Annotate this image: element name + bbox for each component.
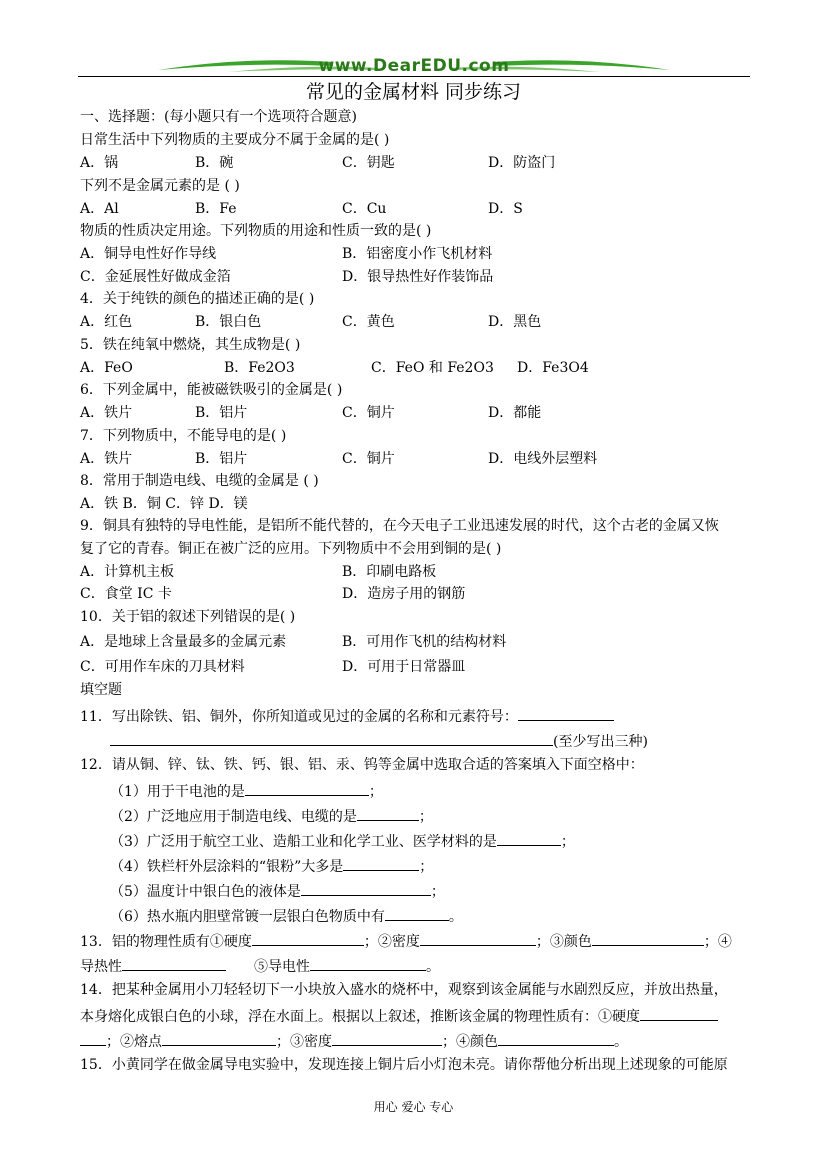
q12-item-1 — [110, 781, 383, 801]
section-fill: 填空题 — [80, 682, 122, 698]
q12-blank-3 — [497, 831, 561, 846]
q14-color: ；④颜色 — [442, 1034, 498, 1050]
q12-item-1-text: （1）用于干电池的是 — [110, 784, 245, 800]
q9-a: A．计算机主板 — [80, 564, 175, 580]
q9-d: D．造房子用的钢筋 — [342, 586, 466, 602]
q2-c: C．Cu — [342, 201, 387, 217]
q11-line2 — [110, 731, 648, 751]
q11-stem-text: 11．写出除铁、铝、铜外，你所知道或见过的金属的名称和元素符号： — [80, 709, 518, 725]
q7-d: D．电线外层塑料 — [488, 451, 598, 467]
q5-d: D．Fe3O4 — [517, 360, 589, 376]
q3-stem: 物质的性质决定用途。下列物质的用途和性质一致的是( ) — [80, 223, 432, 239]
q12-blank-4 — [343, 856, 419, 871]
q11-stem — [80, 706, 614, 726]
q3-a: A．铜导电性好作导线 — [80, 246, 217, 262]
q7-c: C．铜片 — [342, 451, 395, 467]
q13-item-4: ；④ — [703, 934, 732, 950]
q12-item-3 — [110, 831, 575, 851]
q12-item-3-text: （3）广泛用于航空工业、造船工业和化学工业、医学材料的是 — [110, 834, 497, 850]
q9-stem-line1: 9．铜具有独特的导电性能，是铝所不能代替的，在今天电子工业迅速发展的时代，这个古老的金属又恢 — [80, 518, 719, 534]
page-title: 常见的金属材料 同步练习 — [305, 81, 522, 103]
site-url: www.DearEDU.com — [318, 56, 510, 76]
q14-blank-3 — [332, 1031, 442, 1046]
q12-sep-5: ； — [430, 884, 445, 900]
q7-stem: 7．下列物质中，不能导电的是( ) — [80, 428, 287, 444]
page-header — [78, 52, 750, 82]
q12-item-6 — [110, 906, 463, 926]
q12-blank-1 — [245, 781, 369, 796]
q1-stem: 日常生活中下列物质的主要成分不属于金属的是( ) — [80, 132, 390, 148]
q14-line3 — [80, 1031, 628, 1051]
q12-item-5 — [110, 881, 445, 901]
q6-b: B．铝片 — [195, 405, 248, 421]
q13-line2 — [80, 956, 440, 976]
q12-item-4 — [110, 856, 433, 876]
q4-d: D．黑色 — [488, 314, 542, 330]
q13-thermal: 导热性 — [80, 959, 122, 975]
header-rule — [78, 76, 750, 77]
q12-item-5-text: （5）温度计中银白色的液体是 — [110, 884, 301, 900]
q2-stem: 下列不是金属元素的是 ( ) — [80, 178, 240, 194]
q1-a: A．锅 — [80, 155, 119, 171]
q14-blank-4 — [498, 1031, 614, 1046]
q14-line2-text: 本身熔化成银白色的小球，浮在水面上。根据以上叙述，推断该金属的物理性质有：①硬度 — [80, 1009, 640, 1025]
section-choice: 一、选择题：(每小题只有一个选项符合题意) — [80, 109, 357, 125]
q12-item-2 — [110, 806, 433, 826]
q2-b: B．Fe — [195, 201, 237, 217]
q14-density: ；③密度 — [276, 1034, 332, 1050]
q13-color: ；③颜色 — [535, 934, 592, 950]
q2-a: A．Al — [80, 201, 119, 217]
q7-a: A．铁片 — [80, 451, 133, 467]
q12-blank-5 — [301, 881, 431, 896]
q13-hardness: 13．铝的物理性质有①硬度 — [80, 934, 252, 950]
q7-b: B．铝片 — [195, 451, 248, 467]
q3-b: B．铝密度小作飞机材料 — [342, 246, 493, 262]
q5-stem: 5．铁在纯氧中燃烧，其生成物是( ) — [80, 337, 301, 353]
q6-stem: 6．下列金属中，能被磁铁吸引的金属是( ) — [80, 382, 343, 398]
q12-end: 。 — [448, 909, 463, 925]
page-footer: 用心 爱心 专心 — [373, 1100, 454, 1114]
q12-item-2-text: （2）广泛地应用于制造电线、电缆的是 — [110, 809, 357, 825]
q10-c: C．可用作车床的刀具材料 — [80, 659, 245, 675]
q9-b: B．印刷电路板 — [342, 564, 437, 580]
q4-a: A．红色 — [80, 314, 133, 330]
q12-stem: 12．请从铜、锌、钛、铁、钙、银、铝、汞、钨等金属中选取合适的答案填入下面空格中： — [80, 757, 644, 773]
q3-d: D．银导热性好作装饰品 — [342, 269, 494, 285]
q10-a: A．是地球上含量最多的金属元素 — [80, 634, 287, 650]
q1-c: C．钥匙 — [342, 155, 395, 171]
q11-blank-2 — [110, 731, 553, 746]
q14-blank-2 — [162, 1031, 276, 1046]
q14-line1: 14．把某种金属用小刀轻轻切下一小块放入盛水的烧杯中，观察到该金属能与水剧烈反应，并放出热量， — [80, 982, 728, 998]
q15-line1: 15．小黄同学在做金属导电实验中，发现连接上铜片后小灯泡未亮。请你帮他分析出现上述现象的可能原 — [80, 1057, 728, 1073]
q9-c: C．食堂 IC 卡 — [80, 586, 172, 602]
q14-line2 — [80, 1006, 718, 1026]
q6-a: A．铁片 — [80, 405, 133, 421]
q14-end: 。 — [614, 1034, 628, 1050]
q6-d: D．都能 — [488, 405, 542, 421]
q5-b: B．Fe2O3 — [224, 360, 295, 376]
q13-blank-4 — [122, 956, 226, 971]
q5-a: A．FeO — [80, 360, 133, 376]
q13-blank-2 — [420, 931, 536, 946]
q13-line1 — [80, 931, 732, 951]
q12-sep-3: ； — [560, 834, 575, 850]
q12-item-6-text: （6）热水瓶内胆壁常镀一层银白色物质中有 — [110, 909, 385, 925]
q13-blank-1 — [252, 931, 364, 946]
q13-end: 。 — [426, 959, 440, 975]
q4-b: B．银白色 — [195, 314, 262, 330]
q10-b: B．可用作飞机的结构材料 — [342, 634, 507, 650]
q4-stem: 4．关于纯铁的颜色的描述正确的是( ) — [80, 291, 315, 307]
q13-blank-5 — [310, 956, 426, 971]
q5-c: C．FeO 和 Fe2O3 — [371, 360, 494, 376]
q13-blank-3 — [592, 931, 704, 946]
q1-d: D．防盗门 — [488, 155, 556, 171]
q4-c: C．黄色 — [342, 314, 395, 330]
q12-sep-2: ； — [418, 809, 433, 825]
q8-options: A．铁 B．铜 C．锌 D．镁 — [80, 496, 248, 512]
q6-c: C．铜片 — [342, 405, 395, 421]
q11-note: (至少写出三种) — [553, 734, 648, 750]
q12-blank-2 — [357, 806, 419, 821]
q12-blank-6 — [385, 906, 449, 921]
q13-density: ；②密度 — [363, 934, 420, 950]
q12-sep-1: ； — [368, 784, 383, 800]
q3-c: C．金延展性好做成金箔 — [80, 269, 231, 285]
q9-stem-line2: 复了它的青春。铜正在被广泛的应用。下列物质中不会用到铜的是( ) — [80, 541, 502, 557]
q11-blank-1 — [518, 706, 614, 721]
q2-d: D．S — [488, 201, 523, 217]
q10-d: D．可用于日常器皿 — [342, 659, 466, 675]
q14-blank-1 — [640, 1006, 718, 1021]
q10-stem: 10．关于铝的叙述下列错误的是( ) — [80, 609, 296, 625]
q12-item-4-text: （4）铁栏杆外层涂料的“银粉”大多是 — [110, 859, 344, 875]
q14-blank-1b — [80, 1031, 106, 1046]
q13-electric: ⑤导电性 — [254, 959, 310, 975]
q8-stem: 8．常用于制造电线、电缆的金属是 ( ) — [80, 473, 319, 489]
q1-b: B．碗 — [195, 155, 234, 171]
q14-melting: ；②熔点 — [106, 1034, 162, 1050]
q12-sep-4: ； — [419, 859, 434, 875]
